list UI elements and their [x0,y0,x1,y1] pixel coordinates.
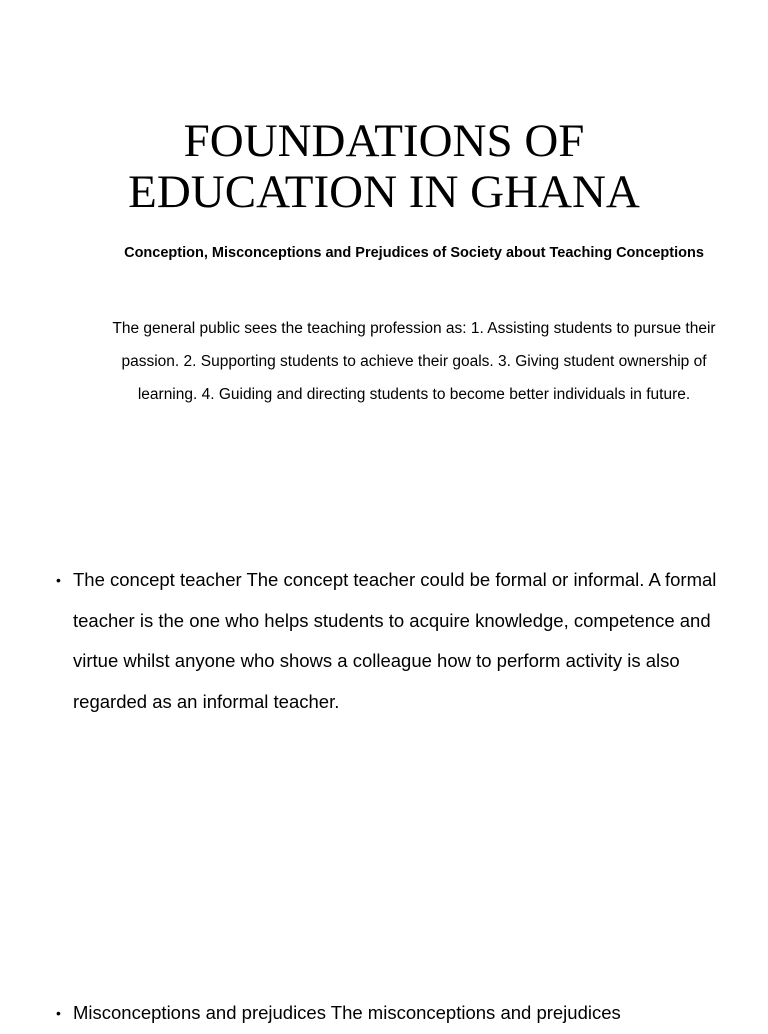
intro-paragraph: The general public sees the teaching profession as: 1. Assisting students to pursue their passion. 2. Supporting students to achieve their goals. 3. Giving student ownership of learning. 4. Guiding and directing students to become better individuals in future. [112,320,716,403]
bullet-marker: • [56,1005,61,1021]
section-subtitle: Conception, Misconceptions and Prejudices of Society about Teaching Conceptions [124,245,704,261]
bullet-item-concept-teacher [56,560,736,722]
title-line-1: FOUNDATIONS OF [183,115,585,167]
bullet-text: Misconceptions and prejudices The misconceptions and prejudices [73,1002,621,1023]
bullet-item-misconceptions [56,993,736,1034]
document-title [0,116,768,218]
bullet-marker: • [56,572,61,588]
title-line-2: EDUCATION IN GHANA [128,166,640,218]
bullet-text: The concept teacher The concept teacher could be formal or informal. A formal teacher is the one who helps students to acquire knowledge, competence and virtue whilst anyone who shows a colleague how to perform activity is also regarded as an informal teacher. [73,569,717,712]
